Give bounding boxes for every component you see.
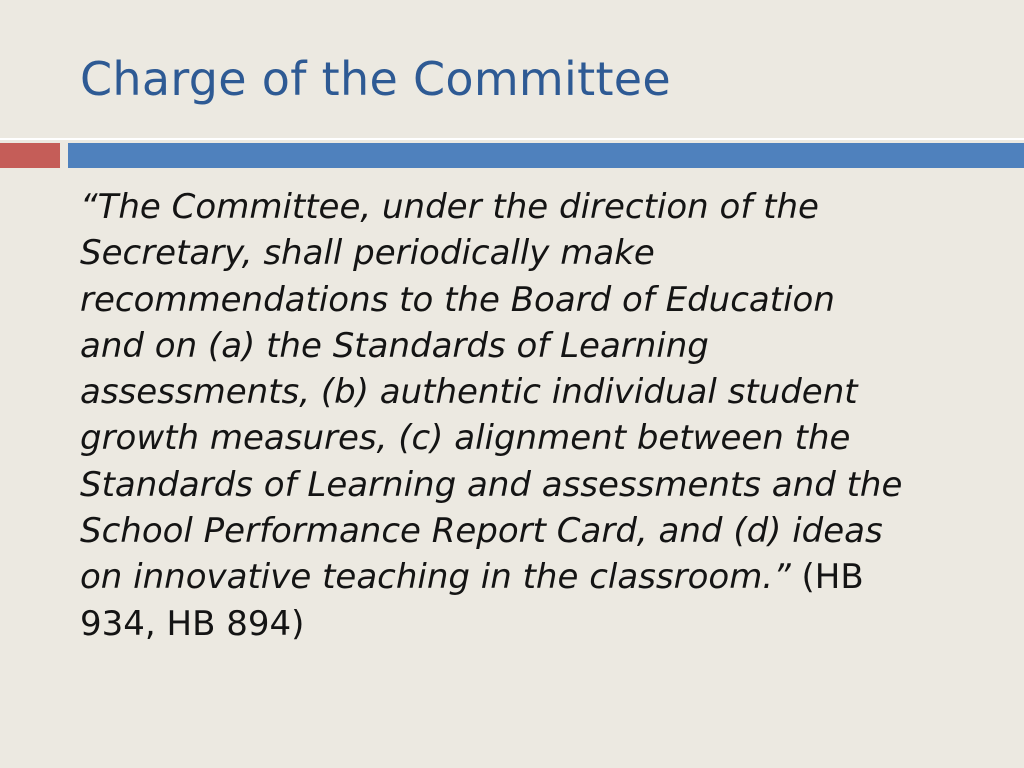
quote-line: on innovative teaching in the classroom.” xyxy=(80,557,791,598)
citation-part1: (HB xyxy=(790,557,864,598)
quote-block xyxy=(80,184,980,647)
quote-line: “The Committee, under the direction of the xyxy=(80,187,819,227)
divider-blue-bar xyxy=(68,143,1024,168)
quote-line: and on (a) the Standards of Learning xyxy=(80,325,709,366)
quote-line: Secretary, shall periodically make xyxy=(80,233,655,274)
divider-line xyxy=(0,138,1024,140)
slide-title: Charge of the Committee xyxy=(80,52,671,106)
quote-line: assessments, (b) authentic individual student xyxy=(80,372,858,413)
quote-line: recommendations to the Board of Education xyxy=(80,279,835,320)
quote-line: growth measures, (c) alignment between the xyxy=(80,418,851,459)
quote-line: Standards of Learning and assessments and the xyxy=(80,464,903,505)
divider-red-bar xyxy=(0,143,60,168)
quote-line: School Performance Report Card, and (d) ideas xyxy=(80,511,883,552)
quote-final-line xyxy=(80,554,980,600)
citation-part2: 934, HB 894) xyxy=(80,603,305,644)
